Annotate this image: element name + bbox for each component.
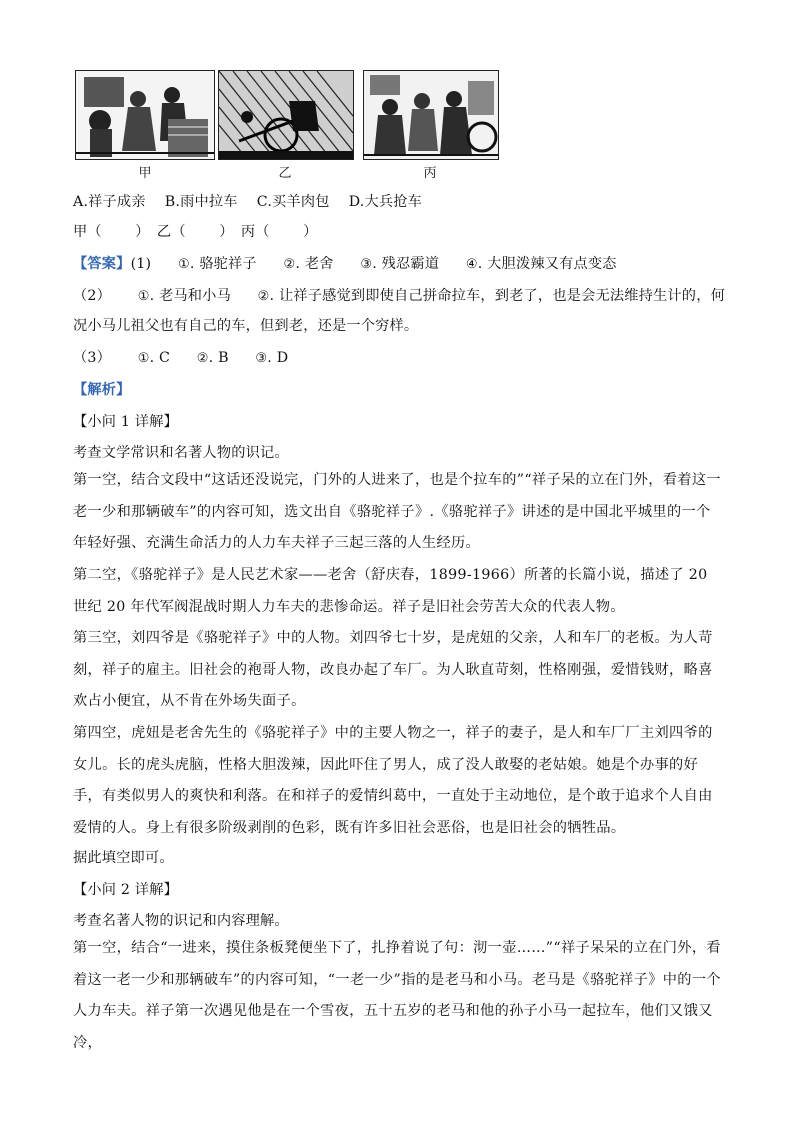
q1-paragraph-4: 第四空，虎妞是老舍先生的《骆驼祥子》中的主要人物之一，祥子的妻子，是人和车厂厂主刘四爷的女儿。长的虎头虎脑，性格大胆泼辣，因此吓住了男人，成了没人敢娶的老姑娘。她是个办事的好手，有类似男人的爽快和利落。在和祥子的爱情纠葛中，一直处于主动地位，是个敢于追求个人自由爱情的人。身上有很多阶级剥削的色彩，既有许多旧社会恶俗，也是旧社会的牺牲品。: [73, 725, 713, 837]
answer-part-2-line1: [73, 286, 725, 307]
answer-item-text: . 让祥子感觉到即使自己拼命拉车，到老了，也是会无法维持生计的，何: [269, 288, 725, 304]
answer-part2-num: （2）: [73, 288, 112, 304]
answer-item-text: . 残忍霸道: [372, 256, 440, 272]
answer-item-mark: ②: [196, 351, 209, 366]
answer-item-mark: ①: [137, 289, 150, 304]
answer-item-text: . 老马和小马: [149, 288, 231, 304]
q1-paragraph-2: 第二空，《骆驼祥子》是人民艺术家——老舍（舒庆春，1899-1966）所著的长篇小说，描述了 20 世纪 20 年代军阀混战时期人力车夫的悲惨命运。祥子是旧社会劳苦大众的代表人物。: [73, 567, 708, 615]
q2-intro: 考查名著人物的识记和内容理解。: [73, 913, 289, 929]
answer-part1-num: (1): [130, 256, 152, 272]
q2-paragraph-1: 第一空，结合“一进来，摸住条板凳便坐下了，扎挣着说了句：沏一壶……”“祥子呆呆的立在门外，看着这一老一少和那辆破车”的内容可知，“一老一少”指的是老马和小马。老马是《骆驼祥子》中的一个人力车夫。祥子第一次遇见他是在一个雪夜，五十五岁的老马和他的孙子小马一起拉车，他们又饿又冷，: [73, 940, 721, 1052]
figure-caption-jia: 甲: [138, 166, 152, 181]
answer-item-mark: ③: [360, 257, 373, 272]
illustration-wedding-scene-icon: [75, 70, 215, 160]
answer-part-1: [73, 254, 617, 275]
answer-item-mark: ①: [137, 351, 150, 366]
q1-intro: 考查文学常识和名著人物的识记。: [73, 445, 289, 461]
answer-item-mark: ②: [257, 289, 270, 304]
answer-item-text: . B: [208, 350, 229, 366]
answer-item-mark: ②: [283, 257, 296, 272]
q1-paragraph-1: 第一空，结合文段中“这话还没说完，门外的人进来了，也是个拉车的”“祥子呆的立在门外，看着这一老一少和那辆破车”的内容可知，选文出自《骆驼祥子》.《骆驼祥子》讲述的是中国北平城里的一个年轻好强、充满生命活力的人力车夫祥子三起三落的人生经历。: [73, 472, 721, 552]
answer-part-2-line2: 况小马儿祖父也有自己的车，但到老，还是一个穷样。: [73, 318, 419, 334]
illustration-rain-rickshaw-icon: [218, 70, 354, 160]
options-line: A.祥子成亲 B.雨中拉车 C.买羊肉包 D.大兵抢车: [73, 194, 423, 210]
q1-conclusion: 据此填空即可。: [73, 850, 174, 866]
answer-item-mark: ①: [177, 257, 190, 272]
fill-blank-line: 甲（ ） 乙（ ） 丙（ ）: [73, 224, 318, 240]
q1-heading: 【小问 1 详解】: [73, 414, 178, 430]
figure-caption-bing: 丙: [423, 166, 437, 181]
analysis-tag: 【解析】: [73, 382, 131, 398]
q2-heading: 【小问 2 详解】: [73, 882, 178, 898]
answer-part3-num: （3）: [73, 350, 112, 366]
answer-item-mark: ③: [255, 351, 268, 366]
answer-item-text: . 老舍: [295, 256, 334, 272]
answer-part-3: [73, 348, 288, 369]
q1-paragraph-3: 第三空，刘四爷是《骆驼祥子》中的人物。刘四爷七十岁，是虎妞的父亲，人和车厂的老板。为人苛刻，祥子的雇主。旧社会的袍哥人物，改良办起了车厂。为人耿直苛刻，性格刚强，爱惜钱财，略喜欢占小便宜，从不肯在外场失面子。: [73, 630, 713, 710]
answer-item-text: . 骆驼祥子: [189, 256, 257, 272]
answer-tag: 【答案】: [73, 256, 131, 272]
figure-caption-yi: 乙: [278, 166, 292, 181]
illustration-soldiers-scene-icon: [363, 70, 499, 160]
illustration-row: [75, 70, 499, 180]
answer-item-text: . C: [149, 350, 171, 366]
answer-item-mark: ④: [465, 257, 478, 272]
answer-item-text: . D: [267, 350, 289, 366]
answer-item-text: . 大胆泼辣又有点变态: [477, 256, 617, 272]
